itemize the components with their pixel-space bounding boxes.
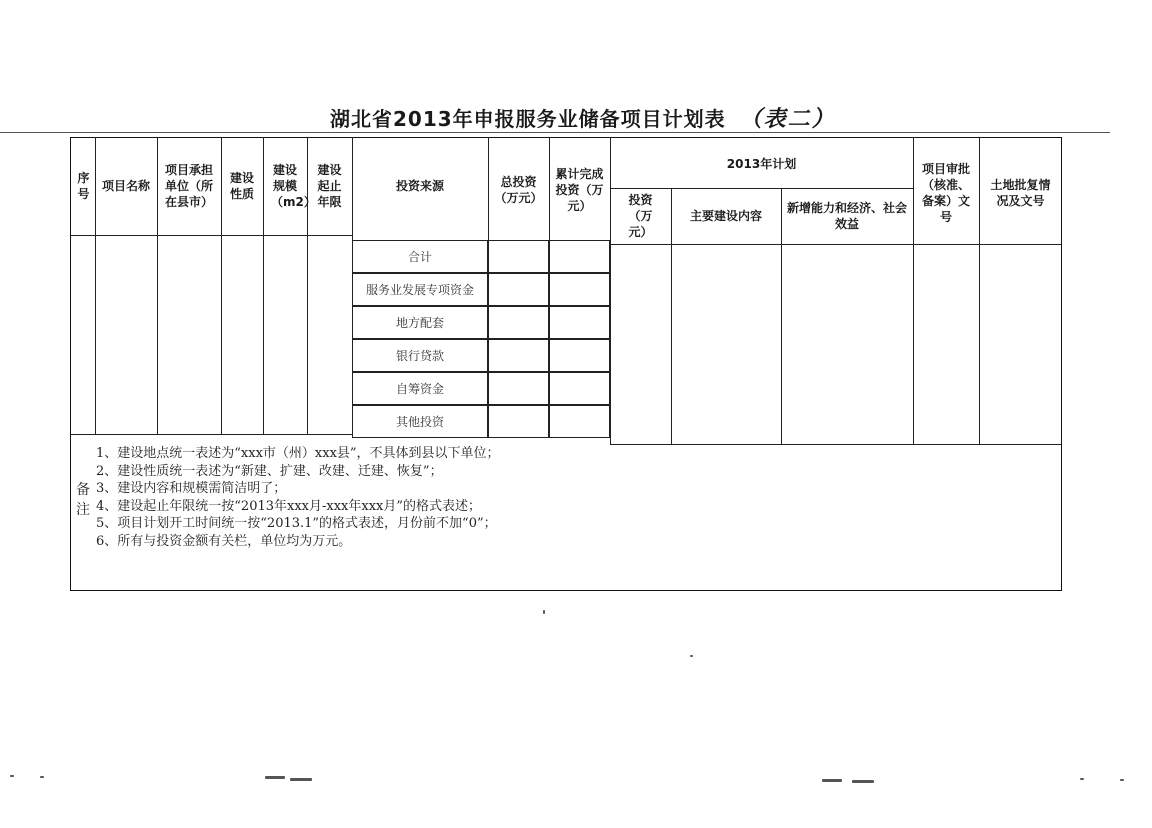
source-row-total: 合计	[352, 240, 488, 273]
header-undertaker: 项目承担单位（所在县市）	[164, 163, 213, 209]
cumulative-cell	[549, 372, 610, 405]
header-divider	[70, 235, 353, 236]
scan-speck	[1080, 778, 1084, 780]
cumulative-cell	[549, 306, 610, 339]
scan-speck	[290, 778, 312, 781]
title-text: 湖北省2013年申报服务业储备项目计划表	[330, 107, 726, 131]
header-approval: 项目审批（核准、备案）文号	[921, 162, 970, 224]
source-row-other: 其他投资	[352, 405, 488, 438]
header-cumulative: 累计完成投资（万元）	[555, 167, 604, 213]
note-item: 6、所有与投资金额有关栏，单位均为万元。	[96, 533, 352, 549]
plan-subheader-line	[610, 188, 913, 189]
note-item: 3、建设内容和规模需简洁明了；	[96, 481, 287, 496]
header-project-name: 项目名称	[101, 179, 150, 193]
scan-speck	[543, 610, 545, 614]
document-title	[330, 102, 850, 133]
notes-divider	[70, 434, 353, 435]
header-divider-right	[610, 244, 1062, 245]
scan-speck	[822, 779, 842, 782]
scan-speck	[265, 776, 285, 779]
header-plan-2013: 2013年计划	[726, 157, 797, 171]
header-nature: 建设性质	[229, 171, 254, 201]
source-row-local-matching: 地方配套	[352, 306, 488, 339]
scan-speck	[10, 775, 14, 777]
scan-speck	[40, 776, 44, 778]
title-handwritten-note: （表二）	[739, 106, 836, 132]
source-row-bank-loan: 银行贷款	[352, 339, 488, 372]
total-investment-cell	[488, 273, 549, 306]
header-period: 建设起止年限	[317, 163, 342, 209]
cumulative-cell	[549, 405, 610, 438]
cumulative-cell	[549, 240, 610, 273]
cumulative-cell	[549, 339, 610, 372]
header-total-investment: 总投资（万元）	[494, 175, 543, 205]
header-seq: 序号	[77, 171, 90, 201]
notes-label: 备注	[76, 482, 90, 518]
total-investment-cell	[488, 372, 549, 405]
total-investment-cell	[488, 405, 549, 438]
header-plan-investment: 投资（万元）	[628, 193, 653, 239]
scan-speck	[852, 780, 874, 783]
cumulative-cell	[549, 273, 610, 306]
total-investment-cell	[488, 339, 549, 372]
note-item: 4、建设起止年限统一按“2013年xxx月-xxx年xxx月”的格式表述；	[96, 498, 482, 514]
source-row-special-fund: 服务业发展专项资金	[352, 273, 488, 306]
note-item: 1、建设地点统一表述为“xxx市（州）xxx县”，不具体到县以下单位；	[96, 446, 500, 461]
top-rule	[0, 132, 1110, 133]
total-investment-cell	[488, 306, 549, 339]
header-new-capacity: 新增能力和经济、社会效益	[786, 201, 907, 231]
header-land: 土地批复情况及文号	[990, 178, 1051, 208]
header-main-content: 主要建设内容	[689, 209, 762, 223]
scan-speck	[1120, 779, 1124, 781]
header-source: 投资来源	[395, 179, 444, 193]
total-investment-cell	[488, 240, 549, 273]
scan-speck	[690, 655, 693, 657]
source-row-self-raised: 自筹资金	[352, 372, 488, 405]
note-item: 5、项目计划开工时间统一按“2013.1”的格式表述，月份前不加“0”；	[96, 516, 497, 531]
notes-list	[96, 445, 996, 550]
header-scale: 建设规模（m2）	[271, 163, 316, 209]
note-item: 2、建设性质统一表述为“新建、扩建、改建、迁建、恢复”；	[96, 463, 443, 479]
